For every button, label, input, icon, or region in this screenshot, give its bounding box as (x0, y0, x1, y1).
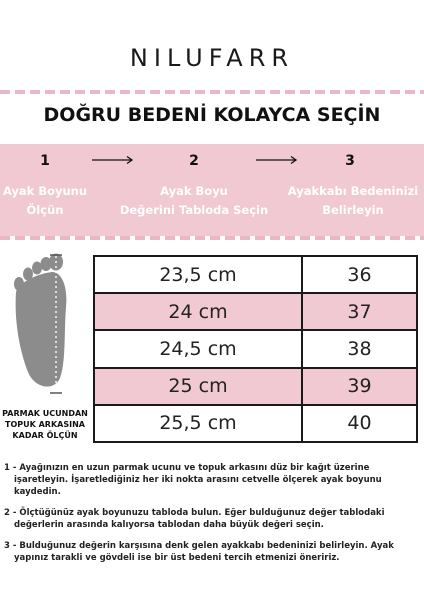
step-2-number: 2 (189, 153, 199, 169)
instruction-3: 3 - Bulduğunuz değerin karşısına denk gelen ayakkabı bedeninizi belirleyin. Ayak yapınız tarakli ve gövdeli ise bir üst bedeni tercih etmenizi öneririz. (4, 541, 394, 563)
step-1-number: 1 (40, 153, 50, 169)
foot-length-cell: 23,5 cm (95, 257, 303, 292)
brand-title: NILUFARR (129, 44, 295, 72)
page-title: DOĞRU BEDENİ KOLAYCA SEÇİN (43, 104, 381, 126)
instruction-1: 1 - Ayağınızın en uzun parmak ucunu ve topuk arkasını düz bir kağıt üzerine işaretleyin. İşaretlediğiniz her iki nokta arasını cetvelle ölçerek ayak boyunu kaydedin. (4, 463, 382, 497)
decorative-divider-top (0, 90, 424, 94)
decorative-divider-middle (0, 236, 424, 240)
foot-measure-icon (6, 252, 84, 402)
shoe-size-cell: 36 (347, 263, 372, 286)
size-table (93, 255, 418, 443)
table-row (95, 294, 416, 331)
arrow-right-icon (256, 154, 300, 166)
shoe-size-cell: 37 (347, 300, 372, 323)
foot-caption: PARMAK UCUNDAN TOPUK ARKASINA KADAR ÖLÇÜN (2, 409, 88, 440)
steps-band (0, 144, 424, 236)
step-3-number: 3 (345, 153, 355, 169)
shoe-size-cell: 40 (347, 412, 372, 435)
step-3-label: Ayakkabı Bedeninizi Belirleyin (287, 184, 419, 217)
foot-length-cell: 25,5 cm (95, 406, 303, 441)
shoe-size-cell: 38 (347, 338, 372, 360)
shoe-size-cell: 39 (347, 375, 372, 398)
arrow-right-icon (92, 154, 136, 166)
foot-length-cell: 25 cm (95, 369, 303, 404)
table-row (95, 331, 416, 368)
instruction-2: 2 - Ölçtüğünüz ayak boyunuzu tabloda bulun. Eğer bulduğunuz değer tablodaki değerlerin arasında kalıyorsa tablodan daha büyük değeri seçin. (4, 508, 385, 530)
step-1-label: Ayak Boyunu Ölçün (2, 184, 88, 217)
foot-length-cell: 24 cm (95, 294, 303, 329)
table-row (95, 257, 416, 294)
table-row (95, 406, 416, 441)
table-row (95, 369, 416, 406)
foot-length-cell: 24,5 cm (95, 331, 303, 366)
step-2-label: Ayak Boyu Değerini Tabloda Seçin (119, 184, 269, 217)
instructions-list (4, 462, 420, 573)
